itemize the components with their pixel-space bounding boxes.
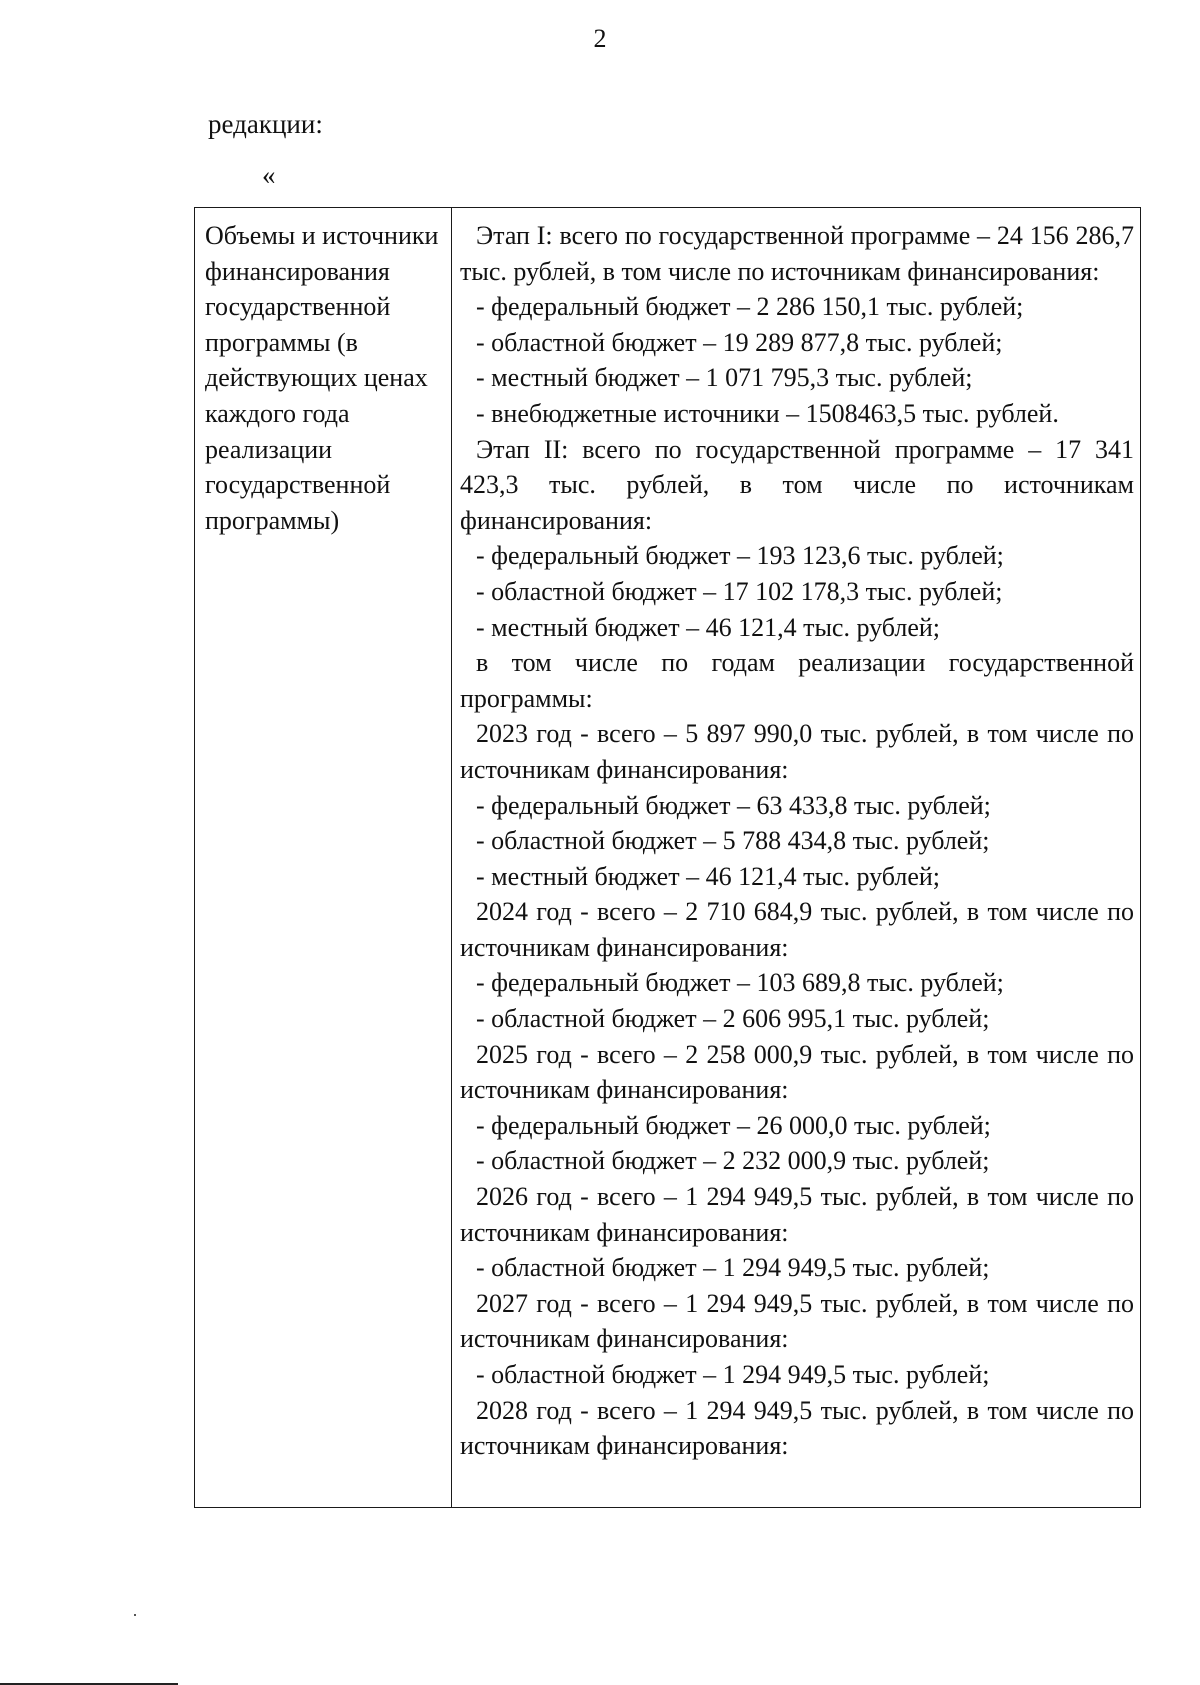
funding-source-item: - областной бюджет – 2 606 995,1 тыс. рублей; xyxy=(476,1004,990,1034)
funding-paragraph: 2023 год - всего – 5 897 990,0 тыс. рублей, в том числе по источникам финансирования: xyxy=(460,719,1134,784)
funding-paragraph: 2026 год - всего – 1 294 949,5 тыс. рублей, в том числе по источникам финансирования: xyxy=(460,1182,1134,1247)
funding-paragraph: в том числе по годам реализации государственной программы: xyxy=(460,648,1134,713)
funding-source-item: - федеральный бюджет – 26 000,0 тыс. рублей; xyxy=(476,1110,991,1140)
funding-source-item: - федеральный бюджет – 2 286 150,1 тыс. рублей; xyxy=(476,292,1024,322)
funding-source-item: - федеральный бюджет – 63 433,8 тыс. рублей; xyxy=(476,790,991,820)
financing-label-cell xyxy=(195,208,452,1508)
funding-paragraph: 2027 год - всего – 1 294 949,5 тыс. рублей, в том числе по источникам финансирования: xyxy=(460,1288,1134,1354)
funding-paragraph: 2025 год - всего – 2 258 000,9 тыс. рублей, в том числе по источникам финансирования: xyxy=(460,1039,1134,1105)
financing-details-cell xyxy=(452,208,1141,1508)
page-number: 2 xyxy=(593,24,607,53)
table-row xyxy=(195,208,1141,1508)
funding-source-item: - местный бюджет – 46 121,4 тыс. рублей; xyxy=(476,861,941,891)
funding-source-item: - внебюджетные источники – 1508463,5 тыс. рублей. xyxy=(476,398,1059,428)
funding-source-item: - областной бюджет – 19 289 877,8 тыс. рублей; xyxy=(476,327,1003,357)
funding-source-item: - областной бюджет – 17 102 178,3 тыс. рублей; xyxy=(476,576,1003,606)
financing-table xyxy=(194,207,1141,1508)
intro-text: редакции: xyxy=(208,109,323,139)
financing-details xyxy=(452,208,1140,1464)
funding-source-item: - областной бюджет – 2 232 000,9 тыс. рублей; xyxy=(476,1146,990,1176)
funding-paragraph: Этап I: всего по государственной программе – 24 156 286,7 тыс. рублей, в том числе по источникам финансирования: xyxy=(460,221,1134,286)
financing-label-text: Объемы и источники финансирования государственной программы (в действующих ценах каждого года реализации государственной программы) xyxy=(205,221,439,535)
funding-paragraph: 2024 год - всего – 2 710 684,9 тыс. рублей, в том числе по источникам финансирования: xyxy=(460,897,1134,962)
funding-source-item: - областной бюджет – 5 788 434,8 тыс. рублей; xyxy=(476,826,990,856)
funding-source-item: - областной бюджет – 1 294 949,5 тыс. рублей; xyxy=(476,1360,990,1389)
funding-source-item: - местный бюджет – 46 121,4 тыс. рублей; xyxy=(476,612,941,642)
funding-paragraph: 2028 год - всего – 1 294 949,5 тыс. рублей, в том числе по источникам финансирования: xyxy=(460,1395,1134,1461)
opening-quote-mark: « xyxy=(262,160,276,190)
funding-source-item: - областной бюджет – 1 294 949,5 тыс. рублей; xyxy=(476,1253,990,1283)
funding-source-item: - местный бюджет – 1 071 795,3 тыс. рублей; xyxy=(476,363,973,393)
funding-source-item: - федеральный бюджет – 103 689,8 тыс. рублей; xyxy=(476,968,1004,998)
scan-dot xyxy=(134,1614,136,1616)
funding-paragraph: Этап II: всего по государственной программе – 17 341 423,3 тыс. рублей, в том числе по источникам финансирования: xyxy=(460,434,1134,535)
funding-source-item: - федеральный бюджет – 193 123,6 тыс. рублей; xyxy=(476,541,1004,571)
